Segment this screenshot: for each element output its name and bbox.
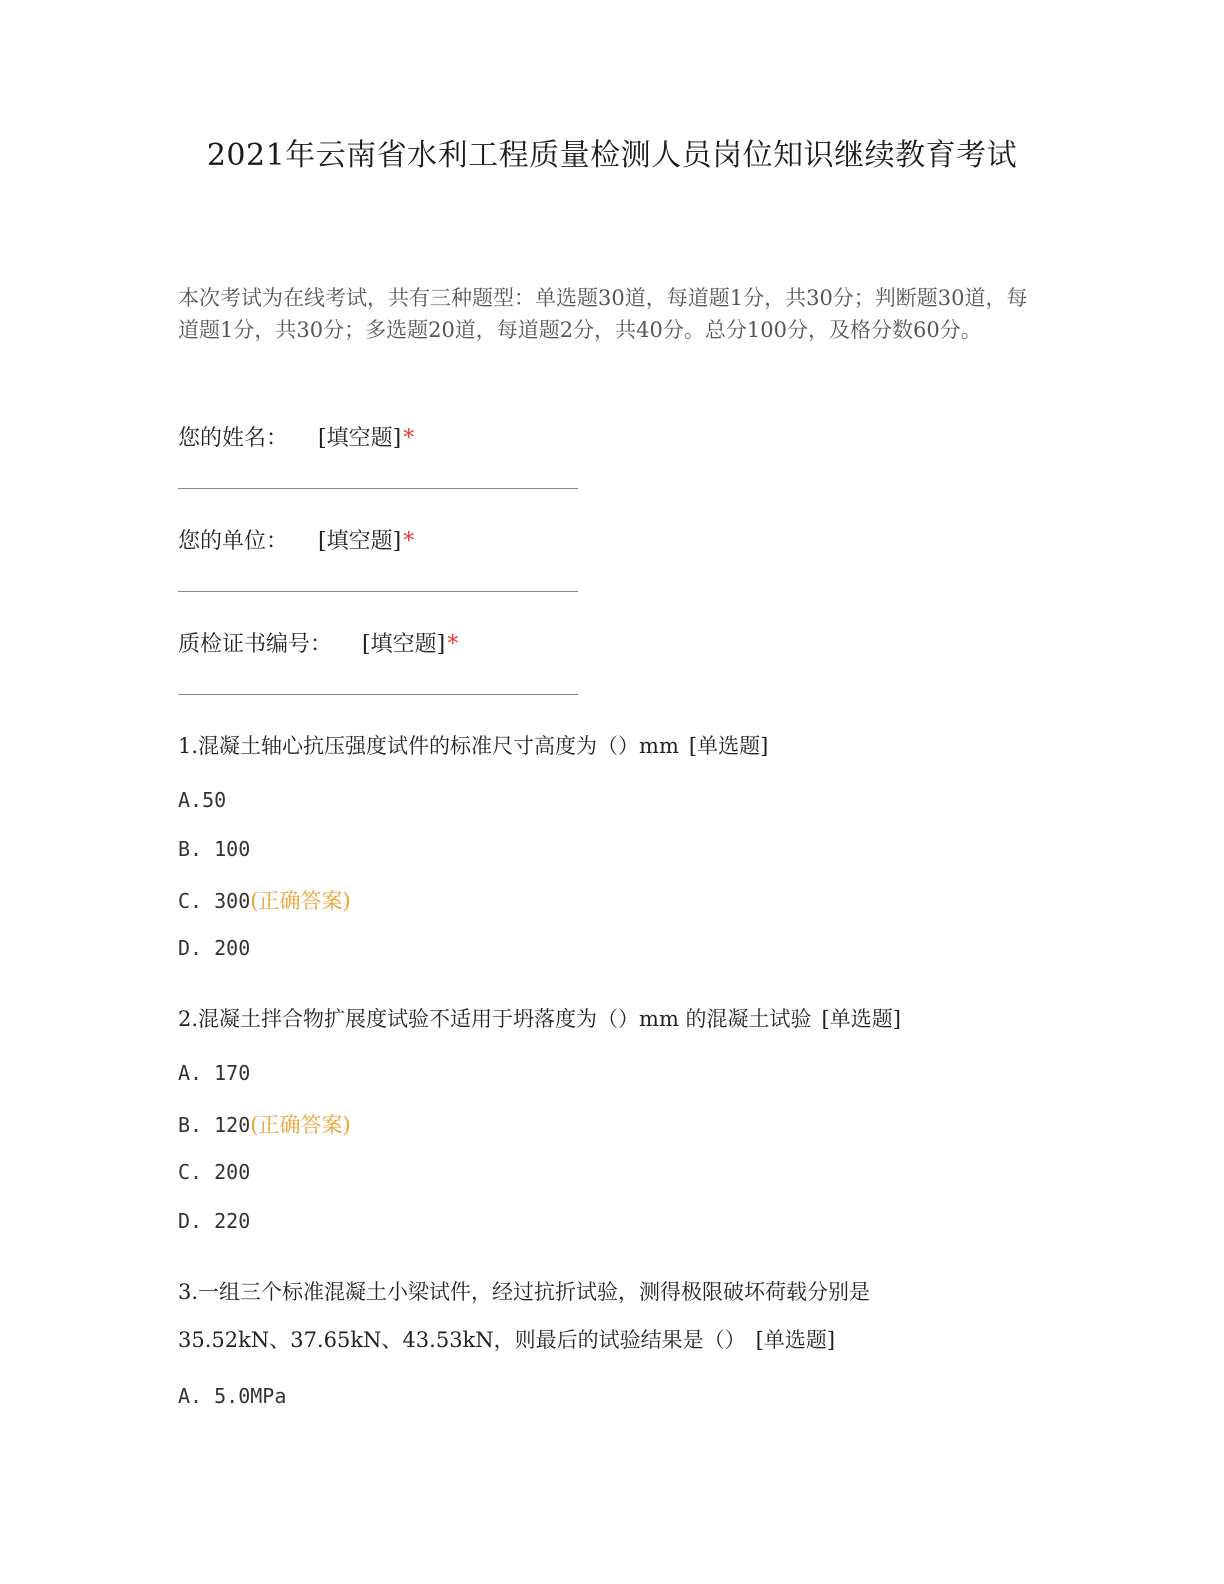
- question-3-line-1: [178, 1276, 870, 1306]
- exam-intro: 本次考试为在线考试，共有三种题型：单选题30道，每道题1分，共30分；判断题30道，每道题1分，共30分；多选题20道，每道题2分，共40分。总分100分，及格分数60分。: [178, 286, 1028, 342]
- question-3-line-2: [178, 1324, 835, 1354]
- q1-option-b-label: B. 100: [178, 837, 251, 861]
- certificate-field-label: [178, 627, 458, 658]
- q2-correct-answer-mark: (正确答案): [250, 1113, 351, 1137]
- question-1: [178, 730, 768, 760]
- question-2: [178, 1003, 901, 1033]
- name-required-mark: *: [403, 426, 415, 451]
- certificate-required-mark: *: [447, 632, 459, 657]
- q2-option-a-label: A. 170: [178, 1061, 251, 1085]
- q2-option-d[interactable]: [178, 1209, 250, 1233]
- name-input-line[interactable]: [178, 488, 578, 489]
- unit-field-label: [178, 524, 414, 555]
- certificate-input-line[interactable]: [178, 694, 578, 695]
- q1-option-d-label: D. 200: [178, 936, 251, 960]
- question-2-text: 2.混凝土拌合物扩展度试验不适用于坍落度为（）mm 的混凝土试验: [178, 1007, 812, 1031]
- unit-input-line[interactable]: [178, 591, 578, 592]
- q2-option-c[interactable]: [178, 1160, 250, 1184]
- certificate-label-text: 质检证书编号：: [178, 632, 333, 657]
- unit-question-type: [填空题]: [318, 529, 402, 554]
- page-title: 2021年云南省水利工程质量检测人员岗位知识继续教育考试: [206, 138, 1018, 173]
- name-question-type: [填空题]: [318, 426, 402, 451]
- certificate-question-type: [填空题]: [362, 632, 446, 657]
- question-2-type: [单选题]: [821, 1007, 901, 1031]
- question-3-text-line-1: 3.一组三个标准混凝土小梁试件，经过抗折试验，测得极限破坏荷载分别是: [178, 1280, 871, 1304]
- name-label-text: 您的姓名：: [178, 426, 289, 451]
- unit-required-mark: *: [403, 529, 415, 554]
- q3-option-a-label: A. 5.0MPa: [178, 1384, 287, 1408]
- q1-option-c[interactable]: [178, 885, 351, 915]
- q1-option-b[interactable]: [178, 837, 250, 861]
- q1-option-a-label: A.50: [178, 788, 227, 812]
- q1-correct-answer-mark: (正确答案): [250, 889, 351, 913]
- q1-option-c-label: C. 300: [178, 889, 251, 913]
- question-1-type: [单选题]: [688, 734, 769, 758]
- question-1-text: 1.混凝土轴心抗压强度试件的标准尺寸高度为（）mm: [178, 734, 679, 758]
- question-3-text-line-2: 35.52kN、37.65kN、43.53kN，则最后的试验结果是（）: [178, 1328, 746, 1352]
- q2-option-b-label: B. 120: [178, 1113, 251, 1137]
- question-3-type: [单选题]: [755, 1328, 836, 1352]
- q2-option-b[interactable]: [178, 1109, 351, 1139]
- q2-option-c-label: C. 200: [178, 1160, 251, 1184]
- q1-option-d[interactable]: [178, 936, 250, 960]
- name-field-label: [178, 421, 414, 452]
- q3-option-a[interactable]: [178, 1384, 286, 1408]
- q1-option-a[interactable]: [178, 788, 226, 812]
- unit-label-text: 您的单位：: [178, 529, 289, 554]
- q2-option-d-label: D. 220: [178, 1209, 251, 1233]
- q2-option-a[interactable]: [178, 1061, 250, 1085]
